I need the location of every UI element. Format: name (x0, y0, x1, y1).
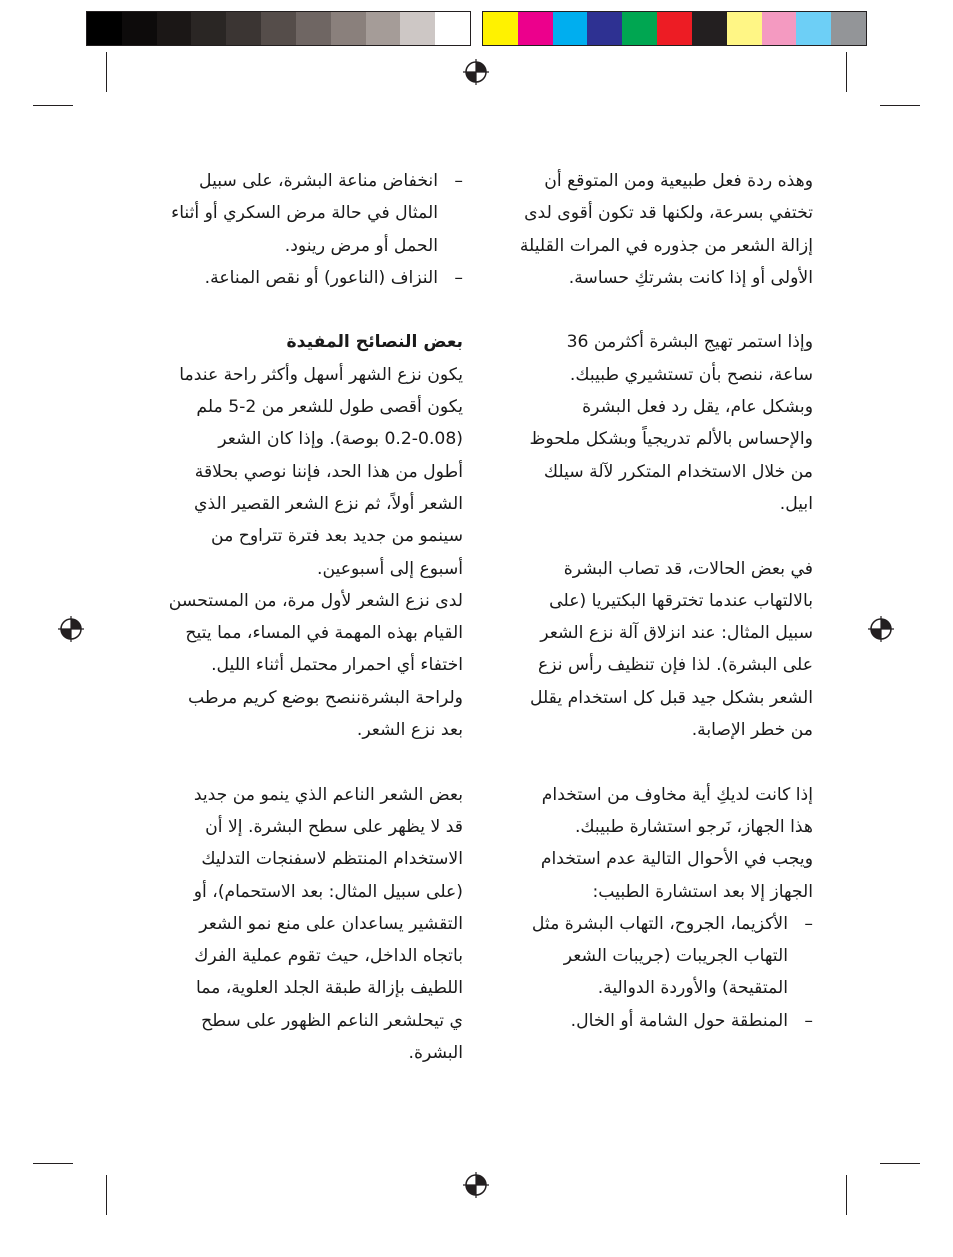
gray-swatch (122, 12, 157, 45)
crop-mark (33, 105, 73, 106)
text-line: ابيل. (779, 493, 813, 514)
crop-mark (880, 105, 920, 106)
text-line: بعض الشعر الناعم الذي ينمو من جديد (193, 784, 463, 805)
color-swatch (727, 12, 762, 45)
registration-mark-left (58, 616, 84, 642)
text-line: في بعض الحالات، قد تصاب البشرة (563, 558, 813, 579)
crop-mark (106, 1175, 107, 1215)
color-swatch (796, 12, 831, 45)
bullet-text: المنطقة حول الشامة أو الخال. (570, 1010, 788, 1031)
text-line: والإحساس بالألم تدريجياً وبشكل ملحوظ (529, 429, 813, 450)
registration-mark-right (868, 616, 894, 642)
registration-mark-top (463, 59, 489, 85)
text-line: على البشرة). لذا فإن تنظيف رأس نزع (538, 655, 813, 676)
bullet-text: الأكزيما، الجروح، التهاب البشرة مثل (531, 913, 788, 934)
text-line: يكون نزع الشهر أسهل وأكثر راحة عندما (179, 364, 463, 385)
text-line: الشعر أولاً، ثم نزع الشعر القصير الذي (194, 493, 463, 514)
text-line: اللطيف بإزالة طبقة الجلد العلوية، مما (195, 978, 463, 999)
text-line: وبشكل عام، يقل رد فعل البشرة (582, 397, 813, 418)
gray-swatch (435, 12, 470, 45)
dash-bullet: – (804, 913, 813, 934)
dash-bullet: – (804, 1010, 813, 1031)
bullet-item (490, 908, 813, 940)
left-text-column (140, 165, 463, 1069)
text-line: (على سبيل المثال: بعد الاستحمام)، أو (193, 881, 463, 902)
text-line: باتجاه الداخل، حيث تقوم عملية الفرك (194, 946, 463, 967)
section-heading: بعض النصائح المفيدة (286, 332, 463, 353)
text-line: ي تيحلشعر الناعم الظهور على سطح (201, 1010, 463, 1031)
crop-mark (33, 1163, 73, 1164)
gray-swatch (261, 12, 296, 45)
text-line: تختفي بسرعة، ولكنها قد تكون أقوى لدى (524, 203, 813, 224)
text-line: بالالتهاب عندما تخترقها البكتيريا (على (549, 590, 813, 611)
text-line: التقشير يساعدان على منع نمو الشعر (199, 913, 463, 934)
color-swatch (553, 12, 588, 45)
text-line: الاستخدام المنتظم لاسفنجات التدليك (201, 849, 463, 870)
registration-mark-bottom (463, 1172, 489, 1198)
text-line: القيام بهذه المهمة في المساء، مما يتيح (185, 623, 463, 644)
text-line: وهذه ردة فعل طبيعية ومن المتوقع أن (544, 171, 813, 191)
gray-swatch (87, 12, 122, 45)
bullet-continuation-line: المتقيحة) والأوردة الدوالية. (597, 978, 788, 999)
crop-mark (106, 52, 107, 92)
bullet-continuation-line: المثال في حالة مرض السكري أو أثناء (171, 203, 438, 224)
crop-mark (846, 1175, 847, 1215)
crop-mark (880, 1163, 920, 1164)
gray-swatch (191, 12, 226, 45)
paragraph-gap (140, 294, 463, 326)
paragraph-gap (490, 294, 813, 326)
gray-swatch (366, 12, 401, 45)
bullet-item (140, 262, 463, 294)
text-line: أسبوع إلى أسبوعين. (317, 558, 463, 579)
text-line: الجهاز إلا بعد استشارة الطبيب: (592, 881, 813, 902)
color-swatch (762, 12, 797, 45)
text-line: سينمو من جديد بعد فترة تتراوح من (210, 526, 463, 547)
text-line: من خلال الاستخدام المتكرر لآلة سيلك (543, 461, 813, 482)
paragraph-gap (490, 746, 813, 778)
text-line: البشرة. (408, 1043, 463, 1064)
color-swatch (831, 12, 866, 45)
text-line: ساعة، ننصح بأن تستشيري طبيبك. (569, 364, 813, 385)
gray-swatch (157, 12, 192, 45)
text-line: من خطر الإصابة. (691, 720, 813, 741)
color-swatch (483, 12, 518, 45)
crop-mark (846, 52, 847, 92)
text-line: (0.2-0.08 بوصة). وإذا كان الشعر (218, 429, 463, 450)
text-line: هذا الجهاز، نَرجو استشارة طبيبك. (574, 816, 813, 837)
color-swatch (518, 12, 553, 45)
text-line: لدى نزع الشعر لأول مرة، من المستحسن (168, 590, 463, 611)
text-line: الشعر بشكل جيد قبل كل استخدام يقلل (529, 687, 813, 708)
text-line: وإذا استمر تهيج البشرة أكثرمن 36 (566, 332, 813, 353)
dash-bullet: – (454, 267, 463, 288)
text-line: أطول من هذا الحد، فإننا نوصي بحلاقة (194, 461, 463, 482)
text-line: إذا كانت لديكِ أية مخاوف من استخدام (541, 784, 813, 805)
bullet-text: النزاف (الناعور) أو نقص المناعة. (204, 267, 438, 288)
bullet-text: انخفاض مناعة البشرة، على سبيل (199, 171, 438, 191)
bullet-continuation-line: التهاب الجريبات (جريبات الشعر (563, 946, 788, 967)
gray-swatch (296, 12, 331, 45)
text-line: الأولى أو إذا كانت بشرتكِ حساسة. (568, 267, 813, 288)
text-line: اختفاء أي احمرار محتمل أثناء الليل. (211, 655, 463, 676)
bullet-item (140, 165, 463, 197)
paragraph-gap (490, 520, 813, 552)
paragraph-gap (140, 746, 463, 778)
color-swatch (622, 12, 657, 45)
right-text-column (490, 165, 813, 1037)
gray-swatch (400, 12, 435, 45)
bullet-continuation-line: الحمل أو مرض رينود. (284, 235, 438, 256)
color-swatch (692, 12, 727, 45)
gray-swatch (226, 12, 261, 45)
text-line: بعد نزع الشعر. (356, 720, 463, 741)
text-line: سبيل المثال: عند انزلاق آلة نزع الشعر (540, 623, 813, 644)
text-line: يكون أقصى طول للشعر من 2-5 ملم (196, 397, 463, 418)
text-line: إزالة الشعر من جذوره في المرات القليلة (519, 235, 813, 256)
color-calibration-bar (482, 11, 867, 46)
grayscale-calibration-bar (86, 11, 471, 46)
text-line: ولراحة البشرةننصح بوضع كريم مرطب (187, 687, 463, 708)
bullet-item (490, 1005, 813, 1037)
text-line: ويجب في الأحوال التالية عدم استخدام (540, 849, 813, 870)
text-line: قد لا يظهر على سطح البشرة. إلا أن (205, 816, 463, 837)
color-swatch (587, 12, 622, 45)
gray-swatch (331, 12, 366, 45)
dash-bullet: – (454, 171, 463, 191)
color-swatch (657, 12, 692, 45)
